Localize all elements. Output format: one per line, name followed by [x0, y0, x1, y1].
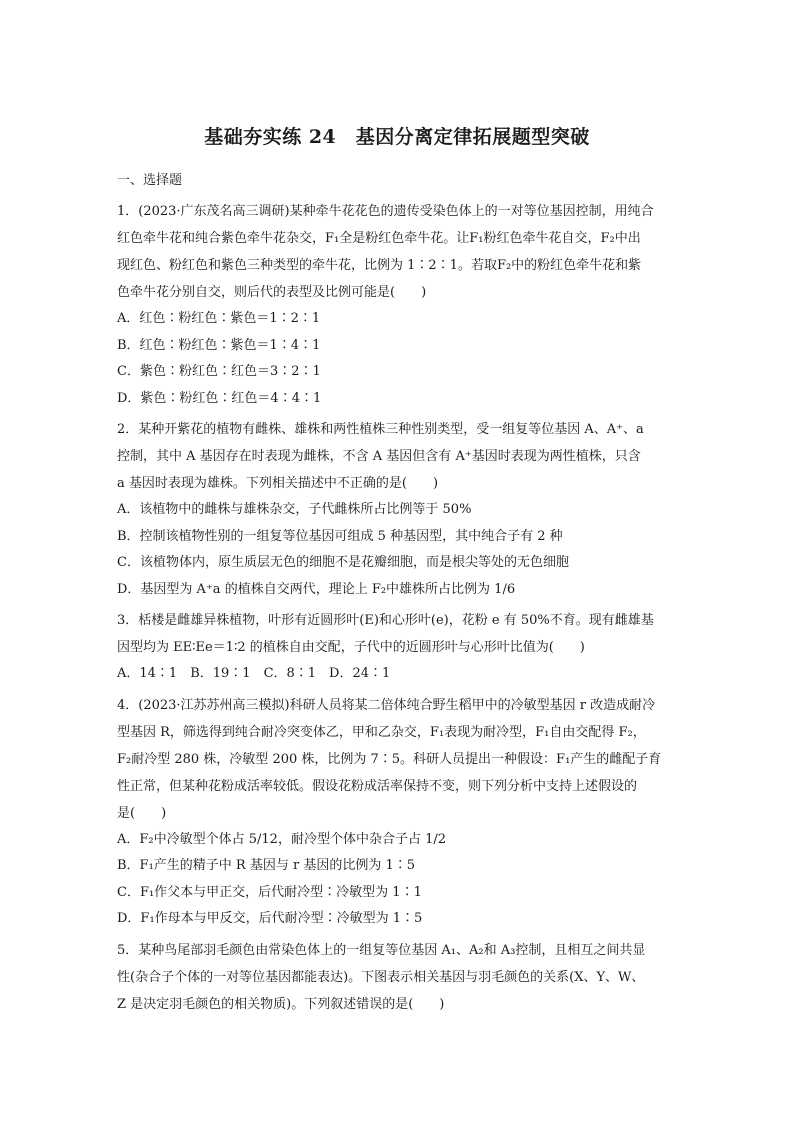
answer-option[interactable]: A．红色∶粉红色∶紫色＝1∶2∶1: [117, 311, 321, 326]
question-4: [117, 692, 692, 933]
question-stem-line: 性正常，但某种花粉成活率较低。假设花粉成活率保持不变，则下列分析中支持上述假设的: [117, 778, 638, 794]
answer-option[interactable]: A．14∶1 B．19∶1 C．8∶1 D．24∶1: [117, 666, 391, 681]
question-stem-line: 是( ): [117, 805, 167, 821]
question-stem-line: 5．某种鸟尾部羽毛颜色由常染色体上的一组复等位基因 A₁、A₂和 A₃控制，且相互之间共显: [117, 942, 646, 958]
question-stem-line: 1．(2023·广东茂名高三调研)某种牵牛花花色的遗传受染色体上的一对等位基因控制，用纯合: [117, 204, 654, 219]
answer-option[interactable]: C．该植物体内，原生质层无色的细胞不是花瓣细胞，而是根尖等处的无色细胞: [117, 555, 569, 570]
question-stem-line: 控制，其中 A 基因存在时表现为雌株，不含 A 基因但含有 A⁺基因时表现为两性植株，只含: [117, 449, 641, 464]
answer-option[interactable]: D．F₁作母本与甲反交，后代耐冷型∶冷敏型为 1∶5: [117, 911, 423, 926]
question-stem-line: F₂耐冷型 280 株，冷敏型 200 株，比例为 7∶5。科研人员提出一种假设：F₁产生的雌配子育: [117, 751, 662, 767]
question-3: [117, 607, 692, 688]
answer-option[interactable]: D．紫色∶粉红色∶红色＝4∶4∶1: [117, 390, 322, 406]
answer-option[interactable]: B．红色∶粉红色∶紫色＝1∶4∶1: [117, 337, 321, 353]
question-list: [117, 198, 692, 1018]
question-stem-line: 型基因 R，筛选得到纯合耐冷突变体乙，甲和乙杂交，F₁表现为耐冷型，F₁自由交配得 F₂，: [117, 724, 646, 740]
question-stem-line: 色牵牛花分别自交，则后代的表型及比例可能是( ): [117, 285, 427, 300]
question-5: [117, 937, 692, 1018]
answer-option[interactable]: C．紫色∶粉红色∶红色＝3∶2∶1: [117, 364, 321, 379]
question-stem-line: a 基因时表现为雄株。下列相关描述中不正确的是( ): [117, 476, 439, 491]
question-1: [117, 198, 692, 412]
answer-option[interactable]: B．F₁产生的精子中 R 基因与 r 基因的比例为 1∶5: [117, 858, 415, 873]
page-title: 基础夯实练 24 基因分离定律拓展题型突破: [204, 126, 590, 148]
question-stem-line: 3．栝楼是雌雄异株植物，叶形有近圆形叶(E)和心形叶(e)，花粉 e 有 50%不育。现有雌雄基: [117, 613, 654, 628]
answer-option[interactable]: C．F₁作父本与甲正交，后代耐冷型∶冷敏型为 1∶1: [117, 884, 422, 900]
question-stem-line: 现红色、粉红色和紫色三种类型的牵牛花，比例为 1∶2∶1。若取F₂中的粉红色牵牛花和紫: [117, 258, 642, 273]
question-stem-line: 2．某种开紫花的植物有雌株、雄株和两性植株三种性别类型，受一组复等位基因 A、A⁺、a: [117, 422, 644, 437]
content: [117, 170, 692, 1018]
question-stem-line: 性(杂合子个体的一对等位基因都能表达)。下图表示相关基因与羽毛颜色的关系(X、Y、W、: [117, 969, 645, 985]
question-stem-line: 4．(2023·江苏苏州高三模拟)科研人员将某二倍体纯合野生稻甲中的冷敏型基因 r 改造成耐冷: [117, 697, 656, 713]
question-stem-line: Z 是决定羽毛颜色的相关物质)。下列叙述错误的是( ): [117, 996, 445, 1012]
answer-option[interactable]: B．控制该植物性别的一组复等位基因可组成 5 种基因型，其中纯合子有 2 种: [117, 528, 563, 544]
question-2: [117, 416, 692, 603]
question-stem-line: 红色牵牛花和纯合紫色牵牛花杂交，F₁全是粉红色牵牛花。让F₁粉红色牵牛花自交，F₂中出: [117, 231, 641, 246]
answer-option[interactable]: D．基因型为 A⁺a 的植株自交两代，理论上 F₂中雄株所占比例为 1/6: [117, 581, 516, 597]
section-heading: 一、选择题: [117, 173, 183, 188]
question-stem-line: 因型均为 EE∶Ee＝1∶2 的植株自由交配，子代中的近圆形叶与心形叶比值为( ): [117, 640, 585, 655]
answer-option[interactable]: A．F₂中冷敏型个体占 5/12，耐冷型个体中杂合子占 1/2: [117, 831, 446, 847]
answer-option[interactable]: A．该植物中的雌株与雄株杂交，子代雌株所占比例等于 50%: [117, 502, 472, 517]
